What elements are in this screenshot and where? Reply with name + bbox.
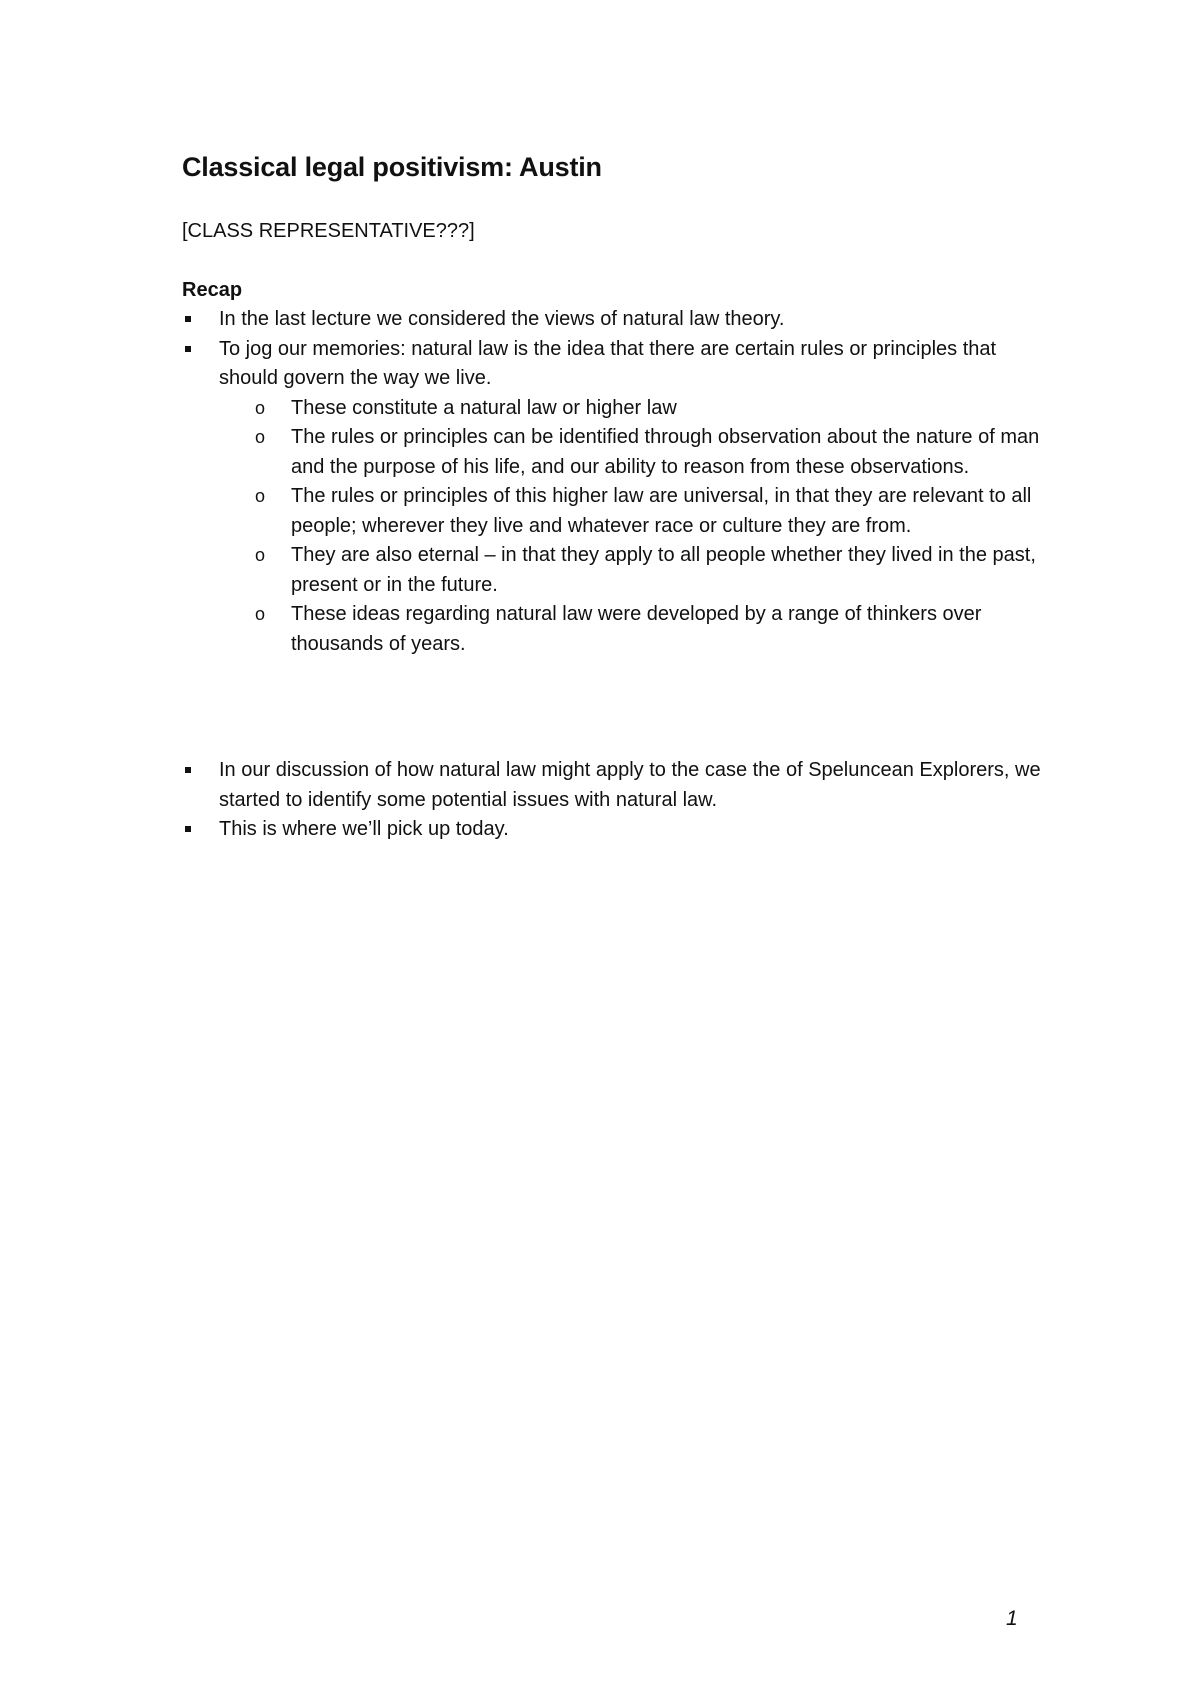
recap-heading: Recap: [182, 279, 243, 301]
class-representative-note: [CLASS REPRESENTATIVE???]: [182, 220, 475, 242]
list-item: [182, 756, 1042, 815]
list-item-text: In the last lecture we considered the views of natural law theory.: [219, 308, 785, 330]
circle-bullet-icon: o: [255, 604, 266, 624]
sub-list-item: [255, 541, 1042, 600]
sub-list-item-text: The rules or principles of this higher law are universal, in that they are relevant to all people; wherever they live and whatever race or culture they are from.: [291, 485, 1032, 537]
sub-list-item-text: These constitute a natural law or higher law: [291, 396, 677, 419]
list-item: [182, 305, 1042, 335]
sub-list-item: [255, 482, 1042, 541]
sub-list-item-text: The rules or principles can be identified through observation about the nature of man and the purpose of his life, and our ability to reason from these observations.: [291, 426, 1040, 478]
circle-bullet-icon: o: [255, 486, 266, 506]
page-title: Classical legal positivism: Austin: [182, 152, 602, 182]
sub-list-item-text: They are also eternal – in that they apply to all people whether they lived in the past, present or in the future.: [291, 544, 1036, 596]
square-bullet-icon: [185, 346, 191, 352]
page-number: 1: [1006, 1607, 1018, 1630]
list-item-text: This is where we’ll pick up today.: [219, 818, 509, 840]
list-item-text: To jog our memories: natural law is the idea that there are certain rules or principles that should govern the way we live.: [219, 337, 997, 389]
list-item: [182, 335, 1042, 660]
list-item: [182, 815, 1042, 845]
square-bullet-icon: [185, 826, 191, 832]
square-bullet-icon: [185, 767, 191, 773]
circle-bullet-icon: o: [255, 397, 266, 418]
circle-bullet-icon: o: [255, 545, 266, 565]
sub-list-item: [255, 600, 1042, 659]
square-bullet-icon: [185, 316, 191, 322]
recap-list: [182, 305, 1042, 659]
sub-list: [255, 394, 1042, 660]
sub-list-item: [255, 394, 1042, 424]
recap-list-continued: [182, 756, 1042, 845]
sub-list-item: [255, 423, 1042, 482]
circle-bullet-icon: o: [255, 427, 266, 447]
list-item-text: In our discussion of how natural law might apply to the case the of Speluncean Explorers, we started to identify some potential issues with natural law.: [219, 759, 1041, 811]
sub-list-item-text: These ideas regarding natural law were developed by a range of thinkers over thousands of years.: [291, 603, 982, 655]
